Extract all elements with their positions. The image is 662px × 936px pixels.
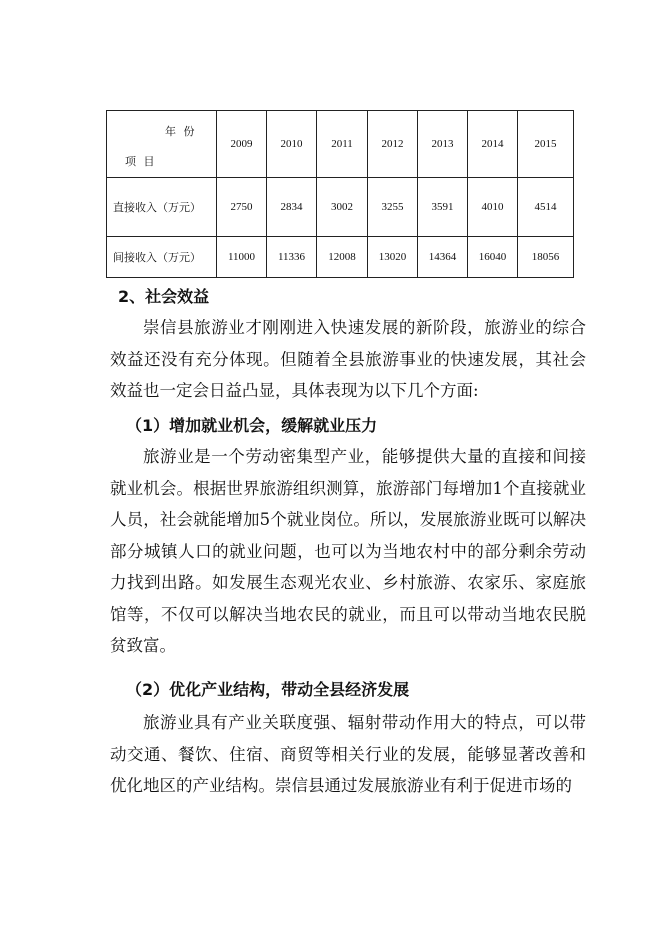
year-header: 2014 xyxy=(468,111,518,178)
corner-year-label: 年 份 xyxy=(165,125,197,138)
table-cell: 18056 xyxy=(518,237,574,278)
table-cell: 11000 xyxy=(217,237,267,278)
table-cell: 16040 xyxy=(468,237,518,278)
year-header: 2013 xyxy=(418,111,468,178)
table-header-row xyxy=(107,111,574,178)
row-label: 直接收入（万元） xyxy=(107,178,217,237)
employment-paragraph: 旅游业是一个劳动密集型产业，能够提供大量的直接和间接就业机会。根据世界旅游组织测算，旅游部门每增加1个直接就业人员，社会就能增加5个就业岗位。所以，发展旅游业既可以解决部分城镇人口的就业问题，也可以为当地农村中的部分剩余劳动力找到出路。如发展生态观光农业、乡村旅游、农家乐、家庭旅馆等，不仅可以解决当地农民的就业，而且可以带动当地农民脱贫致富。 xyxy=(110,447,586,655)
subsection-heading-industry: （2）优化产业结构，带动全县经济发展 xyxy=(126,680,410,699)
year-header: 2009 xyxy=(217,111,267,178)
table-cell: 3255 xyxy=(368,178,418,237)
table-cell: 3002 xyxy=(317,178,368,237)
year-header: 2010 xyxy=(267,111,317,178)
table-row-indirect-income xyxy=(107,237,574,278)
intro-paragraph: 崇信县旅游业才刚刚进入快速发展的新阶段，旅游业的综合效益还没有充分体现。但随着全县旅游事业的快速发展，其社会效益也一定会日益凸显，具体表现为以下几个方面: xyxy=(110,318,586,400)
table-cell: 13020 xyxy=(368,237,418,278)
subsection-heading-employment: （1）增加就业机会，缓解就业压力 xyxy=(126,416,378,435)
table-cell: 4514 xyxy=(518,178,574,237)
year-header: 2012 xyxy=(368,111,418,178)
table-corner-cell xyxy=(107,111,217,178)
income-table xyxy=(106,110,574,278)
industry-paragraph: 旅游业具有产业关联度强、辐射带动作用大的特点，可以带动交通、餐饮、住宿、商贸等相关行业的发展，能够显著改善和优化地区的产业结构。崇信县通过发展旅游业有利于促进市场的 xyxy=(110,713,586,795)
year-header: 2011 xyxy=(317,111,368,178)
table-cell: 2834 xyxy=(267,178,317,237)
table-cell: 2750 xyxy=(217,178,267,237)
section-heading: 2、社会效益 xyxy=(118,287,210,306)
table-cell: 4010 xyxy=(468,178,518,237)
year-header: 2015 xyxy=(518,111,574,178)
table-cell: 12008 xyxy=(317,237,368,278)
table-cell: 11336 xyxy=(267,237,317,278)
table-cell: 14364 xyxy=(418,237,468,278)
row-label: 间接收入（万元） xyxy=(107,237,217,278)
table-cell: 3591 xyxy=(418,178,468,237)
table-row-direct-income xyxy=(107,178,574,237)
corner-item-label: 项 目 xyxy=(125,155,157,168)
